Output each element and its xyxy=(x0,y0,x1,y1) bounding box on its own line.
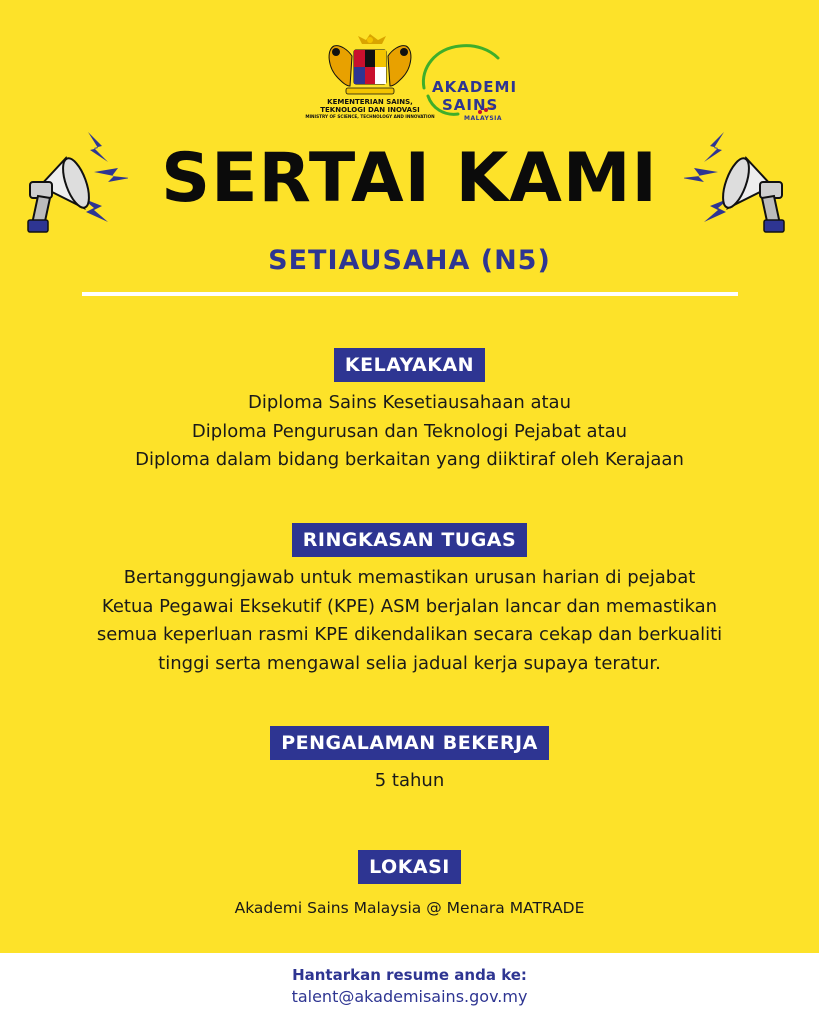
qualification-line: Diploma Sains Kesetiausahaan atau xyxy=(247,392,571,413)
logo-bar xyxy=(0,32,819,132)
experience-value: 5 tahun xyxy=(374,770,445,791)
section-label-duties: RINGKASAN TUGAS xyxy=(292,523,527,557)
qualification-list xyxy=(0,389,819,475)
section-label-location: LOKASI xyxy=(358,850,461,884)
footer xyxy=(0,953,819,1024)
location-value-wrap xyxy=(0,894,819,923)
qualification-line: Diploma dalam bidang berkaitan yang diiktiraf oleh Kerajaan xyxy=(135,449,684,470)
duties-line: Ketua Pegawai Eksekutif (KPE) ASM berjalan lancar dan memastikan xyxy=(101,595,718,617)
position-title: SETIAUSAHA (N5) xyxy=(268,245,551,276)
section-experience xyxy=(0,726,819,796)
ministry-line-1: KEMENTERIAN SAINS, xyxy=(327,98,413,106)
section-label-experience: PENGALAMAN BEKERJA xyxy=(270,726,549,760)
duties-line: semua keperluan rasmi KPE dikendalikan secara cekap dan berkualiti xyxy=(96,624,723,645)
duties-text xyxy=(0,564,819,678)
location-value: Akademi Sains Malaysia @ Menara MATRADE xyxy=(234,899,585,917)
ministry-line-3: MINISTRY OF SCIENCE, TECHNOLOGY AND INNOVATION xyxy=(305,114,435,119)
academy-line-3: MALAYSIA xyxy=(464,115,503,122)
academy-line-1: AKADEMI xyxy=(432,78,518,96)
qualification-line: Diploma Pengurusan dan Teknologi Pejabat atau xyxy=(191,420,628,442)
divider xyxy=(82,292,738,296)
experience-value-wrap xyxy=(0,767,819,796)
section-location xyxy=(0,850,819,923)
academy-line-2: SAINS xyxy=(442,96,499,114)
headline: SERTAI KAMI xyxy=(161,139,658,218)
footer-prompt: Hantarkan resume anda ke: xyxy=(292,966,527,984)
footer-email[interactable]: talent@akademisains.gov.my xyxy=(291,987,528,1006)
section-qualification xyxy=(0,348,819,475)
duties-line: tinggi serta mengawal selia jadual kerja supaya teratur. xyxy=(158,652,661,674)
duties-line: Bertanggungjawab untuk memastikan urusan harian di pejabat xyxy=(123,567,696,588)
section-label-qualification: KELAYAKAN xyxy=(334,348,485,382)
section-duties xyxy=(0,523,819,678)
ministry-line-2: TEKNOLOGI DAN INOVASI xyxy=(320,106,420,114)
